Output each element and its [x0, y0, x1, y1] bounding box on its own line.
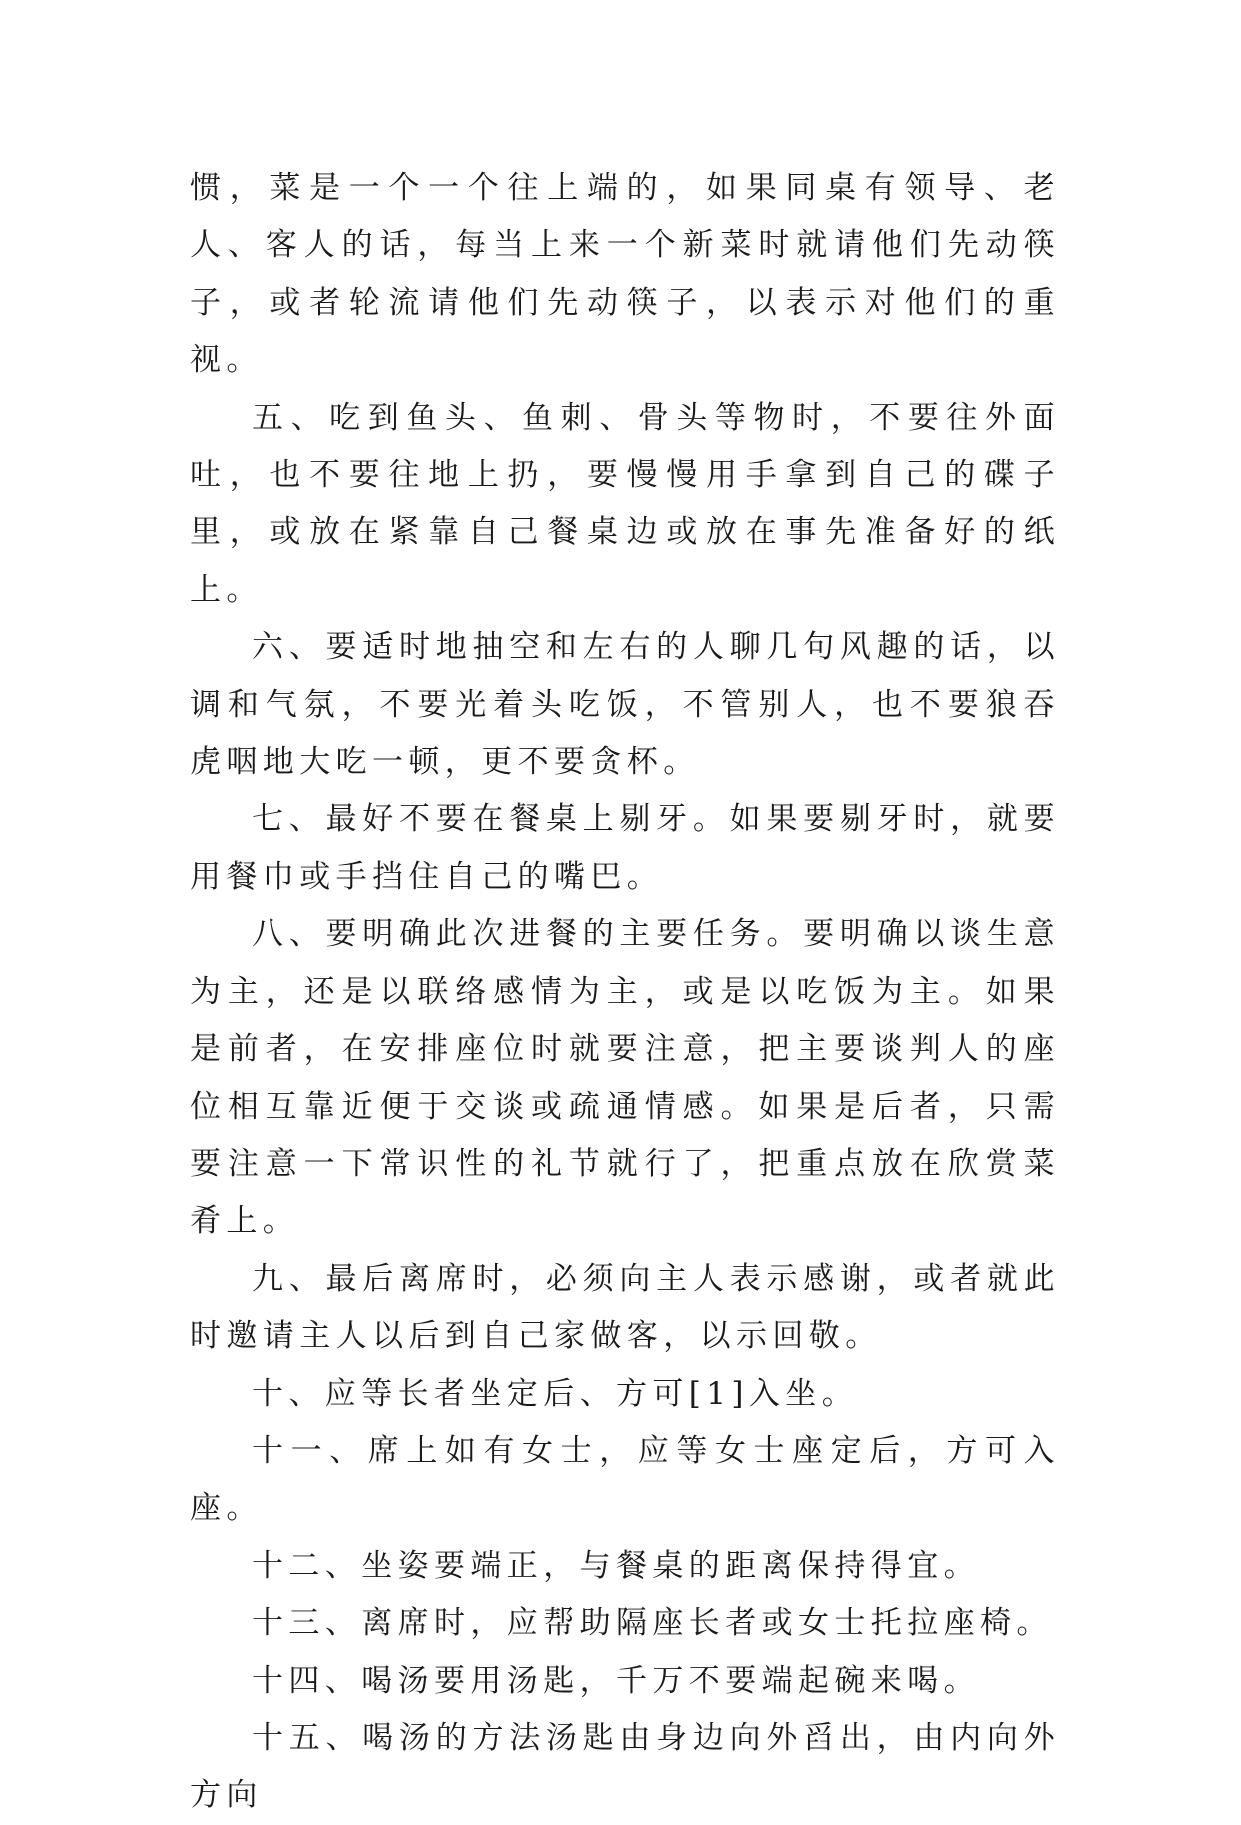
- paragraph-item-15: 十五、喝汤的方法汤匙由身边向外舀出，由内向外方向: [190, 1719, 1060, 1814]
- paragraph-item-9: 九、最后离席时，必须向主人表示感谢，或者就此时邀请主人以后到自己家做客，以示回敬。: [190, 1260, 1060, 1355]
- paragraph-item-7: 七、最好不要在餐桌上剔牙。如果要剔牙时，就要用餐巾或手挡住自己的嘴巴。: [190, 801, 1060, 895]
- paragraph-item-13: 十三、离席时，应帮助隔座长者或女士托拉座椅。: [252, 1605, 1053, 1642]
- paragraph-item-8: 八、要明确此次进餐的主要任务。要明确以谈生意为主，还是以联络感情为主，或是以吃饭为主。如果是前者，在安排座位时就要注意，把主要谈判人的座位相互靠近便于交谈或疏通情感。如果是后者，只需要注意一下常识性的礼节就行了，把重点放在欣赏菜肴上。: [190, 916, 1060, 1240]
- paragraph-item-5: 五、吃到鱼头、鱼刺、骨头等物时，不要往外面吐，也不要往地上扔，要慢慢用手拿到自己的碟子里，或放在紧靠自己餐桌边或放在事先准备好的纸上。: [190, 399, 1060, 608]
- paragraph-item-6: 六、要适时地抽空和左右的人聊几句风趣的话，以调和气氛，不要光着头吃饭，不管别人，也不要狼吞虎咽地大吃一顿，更不要贪杯。: [190, 629, 1060, 781]
- paragraph-continuation: 惯，菜是一个一个往上端的，如果同桌有领导、老人、客人的话，每当上来一个新菜时就请他们先动筷子，或者轮流请他们先动筷子，以表示对他们的重视。: [190, 170, 1060, 379]
- paragraph-item-11: 十一、席上如有女士，应等女士座定后，方可入座。: [190, 1432, 1060, 1527]
- paragraph-item-14: 十四、喝汤要用汤匙，千万不要端起碗来喝。: [252, 1662, 980, 1699]
- paragraph-item-12: 十二、坐姿要端正，与餐桌的距离保持得宜。: [252, 1547, 980, 1584]
- document-body: [190, 160, 1060, 1825]
- paragraph-item-10: 十、应等长者坐定后、方可[1]入坐。: [252, 1375, 859, 1412]
